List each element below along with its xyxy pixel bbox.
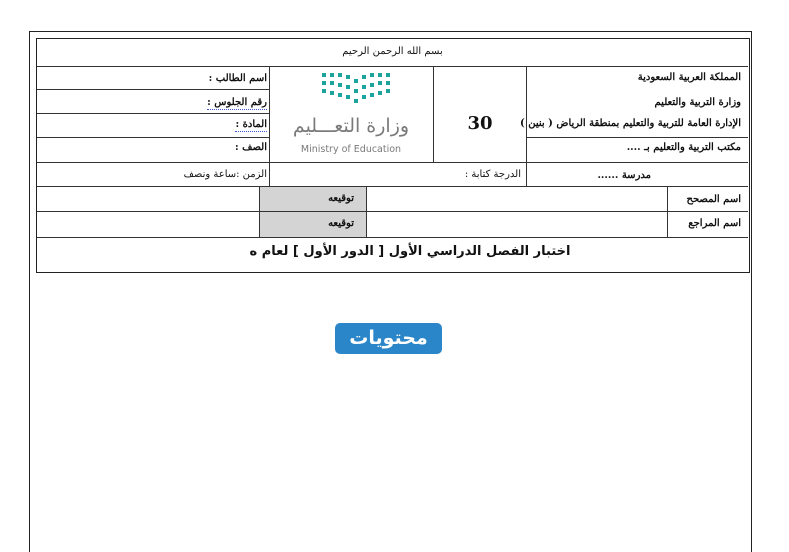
watermark-text: محتويات: [349, 327, 428, 349]
col-divider: [667, 186, 668, 237]
logo-arabic-text: وزارة التعـــليم: [292, 115, 410, 137]
time-label: الزمن :ساعة ونصف: [183, 169, 267, 180]
row-divider: [37, 186, 748, 187]
col-divider: [366, 186, 367, 237]
row-divider: [37, 113, 269, 114]
kingdom-label: المملكة العربية السعودية: [637, 72, 741, 83]
row-divider: [37, 211, 748, 212]
row-divider: [37, 89, 269, 90]
reviewer-signature-label: توقيعه: [328, 218, 354, 229]
row-divider: [37, 162, 748, 163]
ministry-logo: [270, 67, 433, 162]
class-label: الصف :: [234, 142, 267, 153]
score-value: 30: [467, 113, 493, 134]
row-divider: [526, 137, 748, 138]
logo-english-text: Ministry of Education: [300, 144, 402, 155]
school-label: مدرسة ......: [597, 170, 651, 181]
student-name-label: اسم الطالب :: [208, 73, 267, 84]
corrector-signature-label: توقيعه: [328, 193, 354, 204]
seat-number-label: رقم الجلوس :: [207, 97, 267, 108]
written-grade-label: الدرجة كتابة :: [464, 169, 521, 180]
reviewer-label: اسم المراجع: [688, 218, 741, 229]
row-divider: [37, 237, 748, 238]
office-label: مكتب التربية والتعليم بـ ....: [626, 142, 741, 153]
basmala: بسم الله الرحمن الرحيم: [342, 46, 443, 57]
ministry-label: وزارة التربية والتعليم: [654, 97, 741, 108]
subject-label: المادة :: [235, 119, 267, 130]
row-divider: [37, 137, 269, 138]
exam-title: اختبار الفصل الدراسي الأول [ الدور الأول ] لعام ه: [249, 244, 571, 259]
administration-label: الإدارة العامة للتربية والتعليم بمنطقة الرياض ( بنين ): [520, 118, 741, 129]
watermark-badge: [335, 323, 442, 354]
corrector-label: اسم المصحح: [686, 194, 741, 205]
